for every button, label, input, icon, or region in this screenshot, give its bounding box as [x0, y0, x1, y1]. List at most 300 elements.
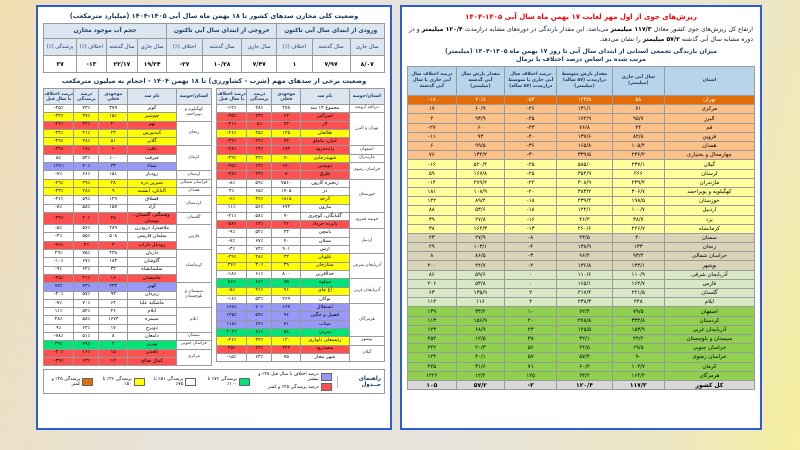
- dam-name-cell: میناب: [301, 320, 350, 328]
- dam-name-cell: طالقان: [301, 129, 350, 137]
- province-row: [408, 353, 755, 362]
- legend-item: [99, 377, 144, 387]
- dam-fill-cell: ۲۴٪: [74, 121, 99, 129]
- longterm-avg-cell: ۷۲/۴: [557, 307, 613, 316]
- dam-diff-cell: ۷۷٪: [44, 283, 74, 291]
- province-name-cell: کهگیلویه و بویراحمد: [664, 187, 754, 196]
- longterm-avg-cell: ۲۷۸/۸: [557, 316, 613, 325]
- longterm-avg-cell: ۱۳۱/۱: [557, 105, 613, 114]
- dam-name-cell: گلپایگان، کوچری: [301, 212, 350, 220]
- dam-name-cell: نساء: [128, 163, 177, 171]
- dam-diff-cell: ۱۱٪: [44, 308, 74, 316]
- diff-vs-lastyear-cell: ۱۲۳: [408, 325, 457, 334]
- longterm-avg-cell: ۳۳۹/۵: [557, 151, 613, 160]
- province-name-cell: سیستان و بلوچستان: [664, 334, 754, 343]
- diff-vs-avg-cell: -۸: [505, 233, 557, 242]
- dam-fill-cell: ۳۶٪: [247, 196, 272, 204]
- legend-text: درصد اختلاف با سال قبل ۲۵٪ و بیشتر: [258, 372, 319, 383]
- dam-volume-cell: ۴۵: [99, 212, 128, 224]
- dam-volume-cell: ۱۷۰: [272, 163, 301, 171]
- dam-name-cell: سلمان فارسی: [128, 233, 177, 241]
- diff-vs-avg-cell: ۱۰: [505, 307, 557, 316]
- legend-text: پرشدگی ۲۶٪ تا ۵۰٪: [102, 376, 132, 387]
- current-year-cell: ۱۰۰/۷: [612, 206, 664, 215]
- dam-volume-cell: ۳۹: [272, 262, 301, 270]
- diff-vs-lastyear-cell: ۱۲۲۶: [408, 371, 457, 380]
- province-name-cell: کردستان: [664, 316, 754, 325]
- dam-fill-cell: ۴۶٪: [247, 287, 272, 295]
- storage-last: ۲۲/۱۷: [106, 56, 138, 73]
- dam-volume-cell: ۵۸: [272, 329, 301, 337]
- longterm-avg-cell: ۷۶/۸: [557, 123, 613, 132]
- dam-diff-cell: -۴۶٪: [44, 121, 74, 129]
- dam-row: [44, 171, 212, 179]
- dam-fill-cell: ۵۶٪: [74, 225, 99, 233]
- dam-name-cell: پانزده خرداد: [301, 221, 350, 229]
- province-row: [408, 96, 755, 105]
- dam-volume-cell: ۷۵۶۰: [272, 179, 301, 187]
- province-row: [408, 123, 755, 132]
- dam-row: [217, 179, 385, 187]
- dam-name-cell: اکباتان، آبشینه: [128, 187, 177, 195]
- inflow-current: ۸/۰۷: [350, 56, 385, 73]
- province-row: [408, 224, 755, 233]
- province-row: [408, 169, 755, 178]
- diff-vs-avg-cell: -۱۸: [505, 206, 557, 215]
- col-header: اختلاف (٪): [166, 39, 202, 56]
- dam-fill-cell: ۵۲٪: [74, 308, 99, 316]
- dam-diff-cell: -۲۸٪: [217, 146, 247, 154]
- last-year-cell: ۱۶۴/۳: [456, 224, 505, 233]
- dam-volume-cell: ۹۶: [272, 312, 301, 320]
- legend-title: راهنمای جــدول: [337, 376, 381, 388]
- province-cell: همدان: [176, 187, 211, 195]
- dam-volume-cell: ۸: [272, 171, 301, 179]
- dam-volume-cell: ۳۷۹: [99, 105, 128, 113]
- province-name-cell: کل کشور: [664, 380, 754, 389]
- current-year-cell: ۴۴: [612, 123, 664, 132]
- dam-volume-cell: ۱۸۱۵: [272, 196, 301, 204]
- dam-diff-cell: ۱۶۸٪: [217, 304, 247, 312]
- dam-name-cell: لتیان، ماملو: [301, 138, 350, 146]
- dam-fill-cell: ۶۱٪: [247, 270, 272, 278]
- dam-row: [44, 341, 212, 349]
- last-year-cell: ۱۲/۴: [456, 371, 505, 380]
- dam-row: [217, 337, 385, 345]
- diff-vs-avg-cell: -۲: [505, 261, 557, 270]
- dam-row: [44, 308, 212, 316]
- dam-diff-cell: -۶٪: [217, 196, 247, 204]
- dam-row: [44, 333, 212, 341]
- dam-fill-cell: ۴٪: [74, 241, 99, 249]
- dam-name-cell: جامیشان: [128, 274, 177, 282]
- diff-vs-lastyear-cell: ۱۱۴: [408, 298, 457, 307]
- dam-name-cell: خداآفرین: [301, 270, 350, 278]
- dam-name-cell: کوثر: [128, 105, 177, 113]
- diff-vs-avg-cell: ۷۱: [505, 362, 557, 371]
- col-header: سال گذشته: [106, 39, 138, 56]
- dam-diff-cell: -۲۵٪: [44, 105, 74, 113]
- current-year-cell: ۳۸/۷: [612, 215, 664, 224]
- dam-volume-cell: ۹۰: [272, 212, 301, 220]
- dam-fill-cell: ۱۳٪: [74, 357, 99, 365]
- dam-row: [217, 163, 385, 171]
- dam-diff-cell: -۴٪: [44, 233, 74, 241]
- dam-volume-cell: ۲۶۹: [272, 295, 301, 303]
- dam-volume-cell: ۲۸: [99, 179, 128, 187]
- diff-vs-avg-cell: -۳۰: [505, 151, 557, 160]
- table-subtitle-2: مرتب شده بر اساس درصد اختلاف با نرمال: [516, 56, 646, 64]
- province-name-cell: البرز: [664, 114, 754, 123]
- dam-diff-cell: -۴۲٪: [217, 138, 247, 146]
- current-year-cell: ۴۰: [612, 233, 664, 242]
- storage-diff: -۱۳: [77, 56, 106, 73]
- diff-vs-lastyear-cell: ۱۰۵: [408, 380, 457, 389]
- diff-vs-lastyear-cell: -۱۱: [408, 132, 457, 141]
- dam-volume-cell: ۳: [99, 241, 128, 249]
- current-year-cell: ۴۴/۲: [612, 334, 664, 343]
- current-year-cell: ۱۳۴/۱: [612, 261, 664, 270]
- province-cell: خراسان جنوبی: [176, 341, 211, 349]
- province-name-cell: کرمان: [664, 362, 754, 371]
- last-year-cell: ۲۷/۸: [456, 215, 505, 224]
- dam-volume-cell: ۵۱: [99, 138, 128, 146]
- legend-item: [255, 372, 332, 382]
- col-header: سال جاری: [350, 39, 385, 56]
- diff-vs-avg-cell: -۳: [505, 252, 557, 261]
- province-name-cell: خراسان شمالی: [664, 252, 754, 261]
- province-cell: حوضه قمرود: [349, 212, 384, 229]
- para-text: ارتفاع کل ریزش‌های جوی کشور معادل: [651, 26, 753, 33]
- diff-vs-lastyear-cell: ۲۵۴: [408, 334, 457, 343]
- dam-row: [44, 105, 212, 113]
- last-year-cell: ۶۰: [456, 123, 505, 132]
- longterm-avg-cell: ۴۴/۵: [557, 344, 613, 353]
- diff-vs-avg-cell: ۲۰: [505, 316, 557, 325]
- dam-volume-cell: ۷۵: [272, 353, 301, 361]
- dam-diff-cell: -۳۹٪: [44, 146, 74, 154]
- dam-fill-cell: ۶۷٪: [74, 258, 99, 266]
- dam-fill-cell: ۶۶٪: [74, 171, 99, 179]
- dam-name-cell: سیمره: [128, 316, 177, 324]
- lastyear-precip-value: ۵۷/۲ میلیمتر: [642, 36, 680, 44]
- diff-vs-avg-cell: -۵۳: [505, 96, 557, 105]
- current-year-cell: ۹۳/۴: [612, 252, 664, 261]
- province-name-cell: خراسان رضوی: [664, 353, 754, 362]
- diff-vs-avg-cell: -۱۸: [505, 197, 557, 206]
- dam-name-cell: گلابر: [128, 138, 177, 146]
- dam-diff-cell: ۲۸٪: [44, 316, 74, 324]
- dam-diff-cell: -۵٪: [217, 287, 247, 295]
- last-year-cell: ۱۵۶/۹: [456, 316, 505, 325]
- diff-vs-lastyear-cell: ۲: [408, 114, 457, 123]
- diff-vs-avg-cell: -۲۰: [505, 187, 557, 196]
- longterm-avg-cell: ۱۱۰/۶: [557, 270, 613, 279]
- storage-fill: ۳۷: [44, 56, 77, 73]
- dam-fill-cell: ۷۹٪: [74, 341, 99, 349]
- province-cell: خراسان شمالی: [176, 179, 211, 187]
- province-name-cell: چهارمحال و بختیاری: [664, 151, 754, 160]
- longterm-avg-cell: ۱۲۳/۵: [557, 96, 613, 105]
- dam-name-cell: زیردان: [128, 291, 177, 299]
- dam-name-cell: گاوشان: [128, 258, 177, 266]
- dam-name-cell: بافت: [128, 146, 177, 154]
- dam-diff-cell: ۱۴۵٪: [217, 312, 247, 320]
- province-row: [408, 215, 755, 224]
- dam-fill-cell: ۱۳٪: [247, 221, 272, 229]
- dam-row: [217, 304, 385, 312]
- dam-volume-cell: ۹۶: [272, 287, 301, 295]
- dam-diff-cell: -۷٪: [44, 171, 74, 179]
- dam-volume-cell: ۱۸۳: [99, 258, 128, 266]
- last-year-cell: ۹۹/۵: [456, 142, 505, 151]
- last-year-cell: ۳۳/۲: [456, 307, 505, 316]
- dam-name-cell: آغ چای: [301, 287, 350, 295]
- province-cell: آذربایجان غربی: [349, 279, 384, 304]
- province-row: [408, 344, 755, 353]
- dam-volume-cell: ۹۰۱: [272, 246, 301, 254]
- current-year-cell: ۱۹۸/۵: [612, 197, 664, 206]
- dam-name-cell: یامچی: [301, 229, 350, 237]
- dam-volume-cell: ۱۵: [99, 349, 128, 357]
- inflow-diff: ۱: [277, 56, 312, 73]
- province-row: [408, 316, 755, 325]
- dam-diff-cell: ۳۶٪: [217, 262, 247, 270]
- province-cell: کرمانشاه: [176, 250, 211, 283]
- dam-name-cell: استقلال: [301, 304, 350, 312]
- dams-col-header: نام سد: [128, 89, 177, 105]
- province-name-cell: اردبیل: [664, 206, 754, 215]
- dam-volume-cell: ۲۶: [272, 221, 301, 229]
- precipitation-panel: [400, 5, 762, 430]
- dam-row: [44, 225, 212, 233]
- dam-diff-cell: -۱۶٪: [217, 295, 247, 303]
- last-year-cell: ۱۰۸/۹: [456, 187, 505, 196]
- dam-fill-cell: ۵۸٪: [74, 204, 99, 212]
- dam-fill-cell: ۵۸٪: [247, 212, 272, 220]
- current-year-cell: ۱۵۳/۹: [612, 325, 664, 334]
- dam-diff-cell: -۲۹٪: [44, 138, 74, 146]
- dam-fill-cell: ۵۳٪: [247, 295, 272, 303]
- dam-row: [217, 345, 385, 353]
- province-cell: تهران و البرز: [349, 113, 384, 146]
- dam-name-cell: لار: [301, 121, 350, 129]
- last-year-cell: ۵۹/۶: [456, 270, 505, 279]
- dam-row: [44, 179, 212, 187]
- dams-header-row: [217, 89, 385, 105]
- dam-fill-cell: ۵۹٪: [74, 196, 99, 204]
- dam-fill-cell: ۷۵٪: [74, 250, 99, 258]
- dam-row: [44, 349, 212, 357]
- dam-row: [44, 187, 212, 195]
- province-row: [408, 178, 755, 187]
- dam-name-cell: رودبال داراب: [128, 241, 177, 249]
- dam-diff-cell: -۲۱٪: [217, 212, 247, 220]
- dam-volume-cell: ۱۵۷: [99, 204, 128, 212]
- current-year-cell: ۱۳۳: [612, 243, 664, 252]
- longterm-avg-cell: ۶۰/۲: [557, 362, 613, 371]
- current-year-cell: ۲۲۶/۷: [612, 224, 664, 233]
- longterm-avg-cell: ۱۳۷/۶: [557, 132, 613, 141]
- longterm-avg-cell: ۱۶۵/۱: [557, 279, 613, 288]
- province-row: [408, 307, 755, 316]
- longterm-avg-cell: ۲۶۰/۶: [557, 224, 613, 233]
- diff-vs-lastyear-cell: ۲۰۰: [408, 261, 457, 270]
- province-row: [408, 261, 755, 270]
- province-row: [408, 362, 755, 371]
- precip-col-header: مقدار بارش متوسط درازمدت (۵۷ ساله) (میلیمتر): [557, 67, 613, 96]
- diff-vs-lastyear-cell: -۱۶: [408, 160, 457, 169]
- dam-diff-cell: -۲۰٪: [44, 291, 74, 299]
- dam-diff-cell: ۱۱٪: [217, 204, 247, 212]
- province-name-cell: آذربایجان غربی: [664, 325, 754, 334]
- province-row: [408, 105, 755, 114]
- dam-name-cell: ارس: [301, 246, 350, 254]
- dam-diff-cell: -۵۶٪: [217, 221, 247, 229]
- last-year-cell: ۵۳/۶: [456, 206, 505, 215]
- dam-volume-cell: ۷۰: [272, 154, 301, 162]
- dam-volume-cell: ۲۳۳: [99, 283, 128, 291]
- current-year-cell: ۳۰۶/۷: [612, 187, 664, 196]
- diff-vs-avg-cell: ۴: [505, 298, 557, 307]
- dam-name-cell: سرنی: [301, 329, 350, 337]
- diff-vs-lastyear-cell: ۱۲۲: [408, 197, 457, 206]
- province-name-cell: سمنان: [664, 233, 754, 242]
- legend-swatch-white: [185, 378, 196, 386]
- dam-name-cell: سبلان: [301, 237, 350, 245]
- dam-name-cell: سیلوه: [301, 279, 350, 287]
- dam-diff-cell: -۱۰٪: [44, 258, 74, 266]
- dam-diff-cell: -۲۹٪: [217, 254, 247, 262]
- dam-volume-cell: ۸۰۰: [272, 270, 301, 278]
- dam-diff-cell: ۱۴۶٪: [44, 163, 74, 171]
- current-year-cell: ۲۳۹/۴: [612, 178, 664, 187]
- dam-fill-cell: ۲۸٪: [74, 187, 99, 195]
- last-year-cell: ۳۱/۶: [456, 362, 505, 371]
- diff-vs-lastyear-cell: ۸۶: [408, 270, 457, 279]
- diff-vs-lastyear-cell: ۱۳۹: [408, 307, 457, 316]
- province-row: [408, 142, 755, 151]
- province-cell: اردبیل: [349, 229, 384, 254]
- current-year-cell: ۱۶۴/۴: [612, 371, 664, 380]
- last-year-cell: ۲۷/۹: [456, 233, 505, 242]
- diff-vs-avg-cell: ۳۸: [505, 334, 557, 343]
- dam-diff-cell: -۴۵٪: [44, 274, 74, 282]
- last-year-cell: ۴۴/۷: [456, 261, 505, 270]
- outflow-diff: -۲۷: [166, 56, 202, 73]
- dam-fill-cell: ۷۰٪: [74, 299, 99, 307]
- legend-item: [151, 377, 196, 387]
- dam-fill-cell: ۵۹٪: [247, 312, 272, 320]
- legend-swatch-red: [321, 383, 332, 391]
- dam-fill-cell: ۵۴٪: [247, 229, 272, 237]
- dam-diff-cell: -۹٪: [44, 266, 74, 274]
- dam-volume-cell: ۵۰۸: [99, 233, 128, 241]
- dam-row: [217, 146, 385, 154]
- last-year-cell: ۱۳۵/۹: [456, 289, 505, 298]
- total-precip-value: ۱۱۷/۳ میلیمتر: [610, 26, 652, 33]
- province-cell: کردستان: [176, 196, 211, 213]
- current-year-cell: ۲۲۱/۵: [612, 289, 664, 298]
- province-row: [408, 132, 755, 141]
- current-year-cell: ۱۰۵/۴: [612, 142, 664, 151]
- last-year-cell: ۹۳: [456, 132, 505, 141]
- province-row: [408, 206, 755, 215]
- province-cell: گلستان: [176, 212, 211, 224]
- current-year-cell: ۲۳۶/۲: [612, 151, 664, 160]
- dam-row: [44, 121, 212, 129]
- longterm-avg-cell: ۳۵۴/۹: [557, 169, 613, 178]
- summary-header-row: [44, 39, 385, 56]
- diff-vs-lastyear-cell: ۲۴۲: [408, 344, 457, 353]
- dam-name-cell: چم‌شیر: [128, 113, 177, 121]
- dam-volume-cell: ۴: [99, 341, 128, 349]
- dam-fill-cell: ۶۴٪: [74, 324, 99, 332]
- dam-diff-cell: -۳۴٪: [44, 129, 74, 137]
- province-cell: فارس: [176, 225, 211, 250]
- dam-fill-cell: ۷۳٪: [74, 283, 99, 291]
- diff-vs-lastyear-cell: ۳۸: [408, 224, 457, 233]
- dam-fill-cell: ۳۹٪: [74, 179, 99, 187]
- dam-fill-cell: ۸۶٪: [247, 279, 272, 287]
- last-year-cell: ۶۰/۹: [456, 105, 505, 114]
- diff-vs-lastyear-cell: ۱۷: [408, 105, 457, 114]
- diff-vs-lastyear-cell: ۴۳: [408, 233, 457, 242]
- dam-volume-cell: ۲۰: [99, 121, 128, 129]
- longterm-avg-cell: ۹۶/۴: [557, 252, 613, 261]
- last-year-cell: ۱۰۳/۱: [456, 243, 505, 252]
- dam-name-cell: کمال صالح: [128, 357, 177, 365]
- province-name-cell: لرستان: [664, 169, 754, 178]
- province-row: [408, 151, 755, 160]
- legend-text: پرشدگی ۷۶٪ تا ۱۰۰٪: [207, 376, 237, 387]
- diff-vs-lastyear-cell: ۳۹: [408, 215, 457, 224]
- province-row: [408, 197, 755, 206]
- province-row: [408, 334, 755, 343]
- diff-vs-avg-cell: ۰: [505, 270, 557, 279]
- province-cell: آذربایجان شرقی: [349, 254, 384, 279]
- col-header: پرشدگی (٪): [44, 39, 77, 56]
- longterm-avg-cell: ۷۳/۲: [557, 371, 613, 380]
- dam-diff-cell: ۵۶٪: [217, 279, 247, 287]
- group-storage: حجم آب موجود مخازن: [44, 24, 167, 39]
- legend-swatch-yellow: [134, 378, 145, 386]
- dam-volume-cell: ۲۸۹: [99, 225, 128, 233]
- dam-volume-cell: ۱۷: [99, 324, 128, 332]
- current-year-cell: ۶۹/۵: [612, 344, 664, 353]
- dam-diff-cell: -۴٪: [217, 246, 247, 254]
- dam-volume-cell: ۲۴۴: [272, 345, 301, 353]
- dam-row: [217, 279, 385, 287]
- country-total-row: [408, 380, 755, 389]
- diff-vs-avg-cell: -۱۶: [505, 215, 557, 224]
- dam-fill-cell: ۷۳٪: [74, 105, 99, 113]
- precip-col-header: درصد اختلاف سال آبی جاری با متوسط درازمدت (۵۷ ساله): [505, 67, 557, 96]
- legend-special-items: [255, 372, 332, 391]
- dams-table-left: [43, 88, 212, 366]
- dam-fill-cell: ۱۴٪: [247, 146, 272, 154]
- dam-row: [44, 146, 212, 154]
- col-header: سال جاری: [242, 39, 277, 56]
- legend-text: پرشدگی ۲۵٪ و کمتر: [51, 376, 81, 387]
- longterm-avg-cell: ۱۲۴/۱: [557, 206, 613, 215]
- dam-diff-cell: -۴۵٪: [217, 163, 247, 171]
- dam-volume-cell: ۱۲۹: [99, 196, 128, 204]
- dam-diff-cell: ۵٪: [44, 154, 74, 162]
- diff-vs-avg-cell: -۴: [505, 243, 557, 252]
- longterm-avg-cell: ۴۶/۲: [557, 215, 613, 224]
- province-row: [408, 160, 755, 169]
